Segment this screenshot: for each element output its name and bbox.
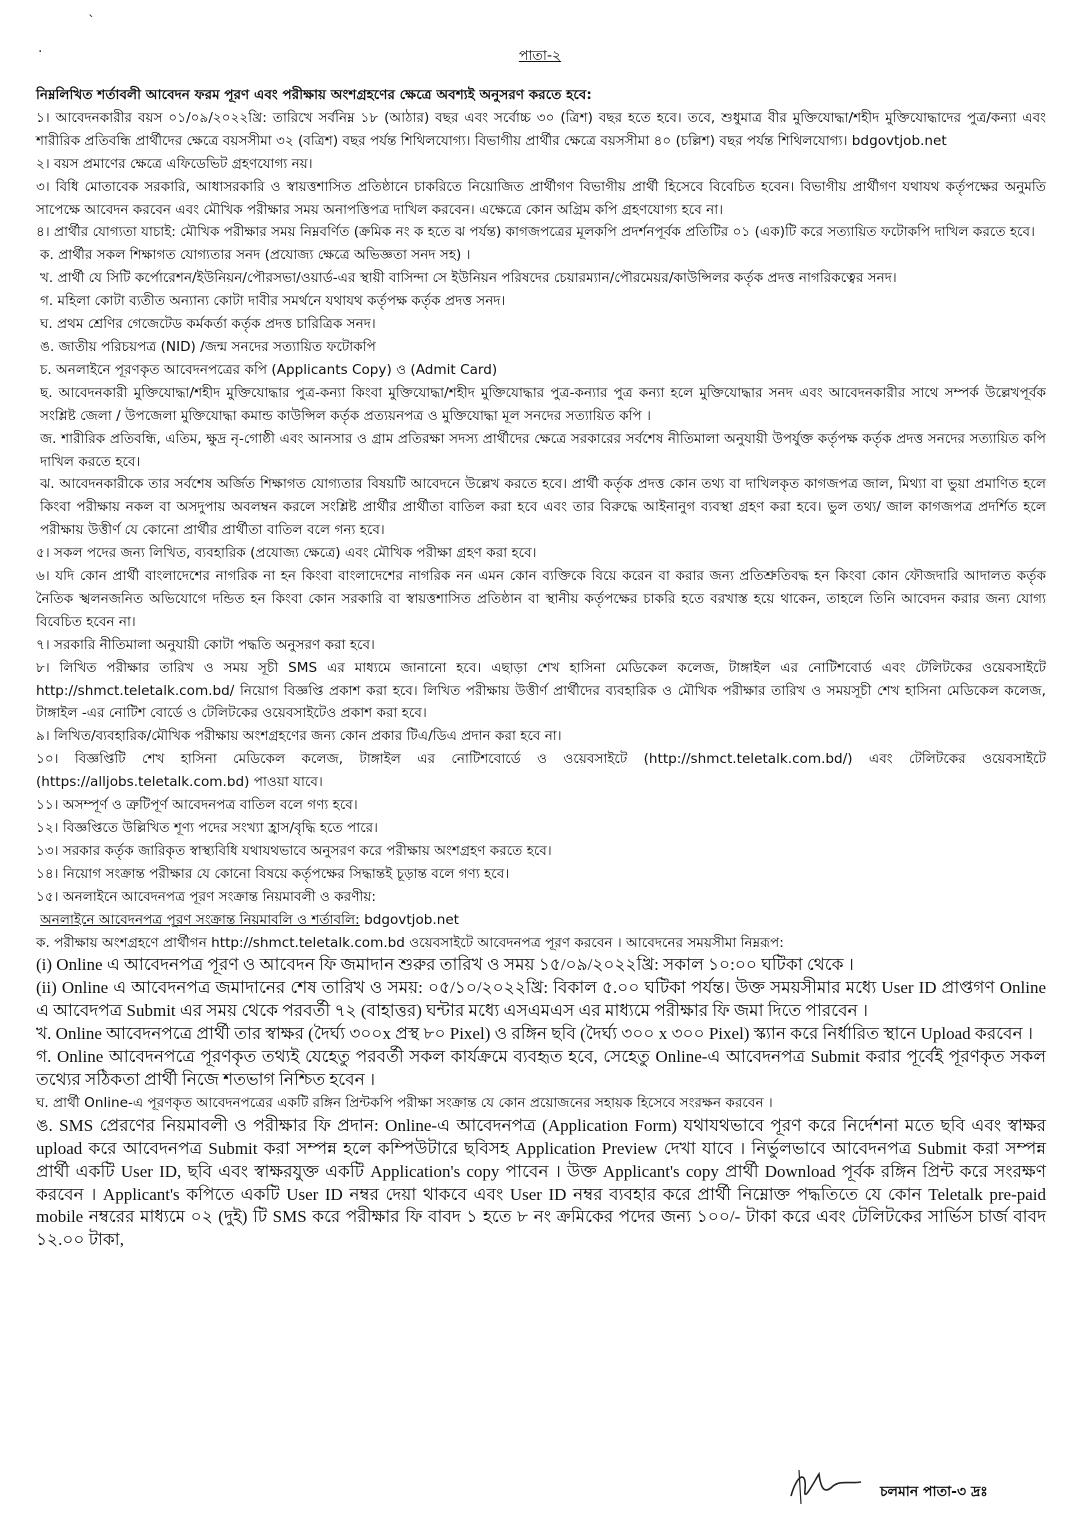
online-rules-heading: অনলাইনে আবেদনপত্র পূরণ সংক্রান্ত নিয়মাবলি ও শর্তাবলি: bbox=[40, 911, 360, 928]
clause-7: ৭। সরকারি নীতিমালা অনুযায়ী কোটা পদ্ধতি অনুসরণ করা হবে। bbox=[36, 636, 375, 653]
clause-5: ৫। সকল পদের জন্য লিখিত, ব্যবহারিক (প্রযোজ্য ক্ষেত্রে) এবং মৌখিক পরীক্ষা গ্রহণ করা হবে। bbox=[36, 545, 537, 562]
clause-4: ৪। প্রার্থীর যোগ্যতা যাচাই: মৌখিক পরীক্ষার সময় নিম্নবর্ণিত (ক্রমিক নং ক হতে ঝ পর্যন্ত) কাগজপত্রের মূলকপি প্রদর্শনপূর্বক প্রতিটির ০১ (এক)টি করে সত্যায়িত ফটোকপি দাখিল করতে হবে। bbox=[36, 224, 1035, 241]
page-number: পাতা-২ bbox=[518, 48, 562, 64]
sub-clause-kha: খ. প্রার্থী যে সিটি কর্পোরেশন/ইউনিয়ন/পৌরসভা/ওয়ার্ড-এর স্থায়ী বাসিন্দা সে ইউনিয়ন পরিষদের চেয়ারম্যান/পৌরমেয়র/কাউন্সিলর কর্তৃক প্রদত্ত নাগরিকত্বের সনদ। bbox=[40, 270, 897, 287]
clause-6: ৬। যদি কোন প্রার্থী বাংলাদেশের নাগরিক না হন কিংবা বাংলাদেশের নাগরিক নন এমন কোন ব্যক্তিকে বিয়ে করেন বা করার জন্য প্রতিশ্রুতিবদ্ধ হন কিংবা কোন ফৌজদারি আদালত কর্তৃক নৈতিক স্খলনজনিত অভিযোগে দন্ডিত হন কিংবা কোন সরকারি বা স্বায়ত্তশাসিত প্রতিষ্ঠান বা স্থানীয় কর্তৃপক্ষের চাকরি হতে বরখাস্ত হয়ে থাকেন, তাহলে তিনি আবেদন করার জন্য যোগ্য বিবেচিত হবেন না। bbox=[36, 568, 1046, 630]
sub-clause-cha: চ. অনলাইনে পূরণকৃত আবেদনপত্রের কপি (Applicants Copy) ও (Admit Card) bbox=[40, 361, 498, 378]
watermark-text: bdgovtjob.net bbox=[359, 911, 460, 928]
online-rule-start-time: (i) Online এ আবেদনপত্র পূরণ ও আবেদন ফি জমাদান শুরুর তারিখ ও সময় ১৫/০৯/২০২২খ্রি: সকাল ১০:০০ ঘটিকা থেকে । bbox=[36, 955, 854, 975]
online-rules-heading-line bbox=[36, 909, 1046, 932]
online-rule-end-time: (ii) Online এ আবেদনপত্র জমাদানের শেষ তারিখ ও সময়: ০৫/১০/২০২২খ্রি: বিকাল ৫.০০ ঘটিকা পর্যন্ত। উক্ত সময়সীমার মধ্যে User ID প্রাপ্তগণ Online এ আবেদপত্র Submit এর সময় থেকে পরবর্তী ৭২ (বাহাত্তর) ঘন্টার মধ্যে এসএমএস এর মাধ্যমে পরীক্ষার ফি জমা দিতে পারবেন । bbox=[36, 978, 1046, 1021]
clause-8: ৮। লিখিত পরীক্ষার তারিখ ও সময় সূচী SMS এর মাধ্যমে জানানো হবে। এছাড়া শেখ হাসিনা মেডিকেল কলেজ, টাঙ্গাইল এর নোটিশবোর্ড এবং টেলিটকের ওয়েবসাইটে http://shmct.teletalk.com.bd/ নিয়োগ বিজ্ঞপ্তি প্রকাশ করা হবে। লিখিত পরীক্ষায় উত্তীর্ণ প্রার্থীদের ব্যবহারিক ও মৌখিক পরীক্ষার তারিখ ও সময়সূচী শেখ হাসিনা মেডিকেল কলেজ, টাঙ্গাইল -এর নোটিশ বোর্ডে ও টেলিটকের ওয়েবসাইটেও প্রকাশ করা হবে। bbox=[36, 659, 1046, 722]
sub-clause-ja: জ. শারীরিক প্রতিবন্ধি, এতিম, ক্ষুদ্র নৃ-গোষ্ঠী এবং আনসার ও গ্রাম প্রতিরক্ষা সদস্য প্রার্থীদের ক্ষেত্রে সরকারের সর্বশেষ নীতিমালা অনুযায়ী উপর্যুক্ত কর্তৃপক্ষ কর্তৃক প্রদত্ত সনদের সত্যায়িত কপি দাখিল করতে হবে। bbox=[40, 430, 1046, 470]
online-rule-gha: ঘ. প্রার্থী Online-এ পূরণকৃত আবেদনপত্রের একটি রঙ্গিন প্রিন্টকপি পরীক্ষা সংক্রান্ত যে কোন প্রয়োজনের সহায়ক হিসেবে সংরক্ষন করবেন । bbox=[36, 1094, 773, 1111]
clause-11: ১১। অসম্পূর্ণ ও ত্রুটিপূর্ণ আবেদনপত্র বাতিল বলে গণ্য হবে। bbox=[36, 797, 358, 814]
online-rule-umo: ঙ. SMS প্রেরণের নিয়মাবলী ও পরীক্ষার ফি প্রদান: Online-এ আবেদনপত্র (Application Form) যথাযথভাবে পূরণ করে নির্দেশনা মতে ছবি এবং স্বাক্ষর upload করে আবেদনপত্র Submit করা সম্পন্ন হলে কম্পিউটারে ছবিসহ Application Preview দেখা যাবে । নির্ভুলভাবে আবেদনপত্র Submit করা সম্পন্ন প্রার্থী একটি User ID, ছবি এবং স্বাক্ষরযুক্ত একটি Application's copy পাবেন । উক্ত Applicant's copy প্রার্থী Download পূর্বক রঙ্গিন প্রিন্ট করে সংরক্ষণ করবেন । Applicant's কপিতে একটি User ID নম্বর দেয়া থাকবে এবং User ID নম্বর ব্যবহার করে প্রার্থী নিম্নোক্ত পদ্ধতিতে যে কোন Teletalk pre-paid mobile নম্বরের মাধ্যমে ০২ (দুই) টি SMS করে পরীক্ষার ফি বাবদ ১ হতে ৮ নং ক্রমিকের পদের জন্য ১০০/- টাকা করে এবং টেলিটকের সার্ভিস চার্জ বাবদ ১২.০০ টাকা, bbox=[36, 1115, 1046, 1250]
clause-1: ১। আবেদনকারীর বয়স ০১/০৯/২০২২খ্রি: তারিখে সর্বনিম্ন ১৮ (আঠার) বছর এবং সর্বোচ্চ ৩০ (ত্রিশ) বছর হতে হবে। তবে, শুধুমাত্র বীর মুক্তিযোদ্ধা/শহীদ মুক্তিযোদ্ধাদের পুত্র/কন্যা এবং শারীরিক প্রতিবন্ধি প্রার্থীদের ক্ষেত্রে বয়সসীমা ৩২ (বত্রিশ) বছর পর্যন্ত শিথিলযোগ্য। বিভাগীয় প্রার্থীর ক্ষেত্রে বয়সসীমা ৪০ (চল্লিশ) বছর পর্যন্ত শিথিলযোগ্য। bdgovtjob.net bbox=[36, 109, 1046, 149]
clause-13: ১৩। সরকার কর্তৃক জারিকৃত স্বাস্থ্যবিধি যথাযথভাবে অনুসরণ করে পরীক্ষায় অংশগ্রহণ করতে হবে। bbox=[36, 842, 552, 859]
intro-text: নিম্নলিখিত শর্তাবলী আবেদন ফরম পূরণ এবং পরীক্ষায় অংশগ্রহণের ক্ষেত্রে অবশ্যই অনুসরণ করতে হবে: bbox=[36, 87, 592, 103]
clause-3: ৩। বিধি মোতাবেক সরকারি, আধাসরকারি ও স্বায়ত্তশাসিত প্রতিষ্ঠানে চাকরিতে নিয়োজিত প্রার্থীগণ বিভাগীয় প্রার্থী হিসেবে বিবেচিত হবেন। বিভাগীয় প্রার্থীগণ যথাযথ কর্তৃপক্ষের অনুমতি সাপেক্ষে আবেদন করবেন এবং মৌখিক পরীক্ষার সময় অনাপত্তিপত্র দাখিল করবেন। এক্ষেত্রে কোন অগ্রিম কপি গ্রহণযোগ্য হবে না। bbox=[36, 178, 1046, 218]
sub-clause-ka: ক. প্রার্থীর সকল শিক্ষাগত যোগ্যতার সনদ (প্রযোজ্য ক্ষেত্রে অভিজ্ঞতা সনদ সহ) । bbox=[40, 247, 471, 264]
sub-clause-gha: ঘ. প্রথম শ্রেণির গেজেটেড কর্মকর্তা কর্তৃক প্রদত্ত চারিত্রিক সনদ। bbox=[40, 316, 376, 333]
clause-15: ১৫। অনলাইনে আবেদনপত্র পূরণ সংক্রান্ত নিয়মাবলী ও করণীয়: bbox=[36, 888, 376, 905]
clause-14: ১৪। নিয়োগ সংক্রান্ত পরীক্ষার যে কোনো বিষয়ে কর্তৃপক্ষের সিদ্ধান্তই চূড়ান্ত বলে গণ্য হবে। bbox=[36, 865, 510, 882]
clause-10: ১০। বিজ্ঞপ্তিটি শেখ হাসিনা মেডিকেল কলেজ, টাঙ্গাইল এর নোটিশবোর্ডে ও ওয়েবসাইটে (http://shmct.teletalk.com.bd/) এবং টেলিটকের ওয়েবসাইটে (https://alljobs.teletalk.com.bd) পাওয়া যাবে। bbox=[36, 751, 1046, 791]
sub-clause-umo: ঙ. জাতীয় পরিচয়পত্র (NID) /জন্ম সনদের সত্যায়িত ফটোকপি bbox=[40, 338, 376, 355]
clause-2: ২। বয়স প্রমাণের ক্ষেত্রে এফিডেভিট গ্রহণযোগ্য নয়। bbox=[36, 155, 313, 172]
online-rule-ga: গ. Online আবেদনপত্রে পূরণকৃত তথ্যই যেহেতু পরবর্তী সকল কার্যক্রমে ব্যবহৃত হবে, সেহেতু Online-এ আবেদনপত্র Submit করার পূর্বেই পূরণকৃত সকল তথ্যের সঠিকতা প্রার্থী নিজে শতভাগ নিশ্চিত হবেন । bbox=[36, 1047, 1046, 1089]
continue-note: চলমান পাতা-৩ দ্রঃ bbox=[880, 1484, 988, 1500]
online-rule-kha: খ. Online আবেদনপত্রে প্রার্থী তার স্বাক্ষর (দৈর্ঘ্য ৩০০x প্রস্থ ৮০ Pixel) ও রঙ্গিন ছবি (দৈর্ঘ্য ৩০০ x ৩০০ Pixel) স্ক্যান করে নির্ধারিত স্থানে Upload করবেন । bbox=[36, 1024, 1033, 1044]
scan-dot: . bbox=[38, 40, 43, 56]
online-rule-ka: ক. পরীক্ষায় অংশগ্রহণে প্রার্থীগন http://shmct.teletalk.com.bd ওয়েবসাইটে আবেদনপত্র পূরণ করবেন । আবেদনের সময়সীমা নিম্নরূপ: bbox=[36, 934, 784, 951]
scan-mark: ` bbox=[88, 14, 95, 30]
signature-icon bbox=[785, 1460, 865, 1510]
document-body bbox=[36, 84, 1046, 1252]
clause-12: ১২। বিজ্ঞপ্তিতে উল্লিখিত শূণ্য পদের সংখ্যা হ্রাস/বৃদ্ধি হতে পারে। bbox=[36, 820, 379, 836]
sub-clause-ga: গ. মহিলা কোটা ব্যতীত অন্যান্য কোটা দাবীর সমর্থনে যথাযথ কর্তৃপক্ষ কর্তৃক প্রদত্ত সনদ। bbox=[40, 293, 506, 310]
sub-clause-chha: ছ. আবেদনকারী মুক্তিযোদ্ধা/শহীদ মুক্তিযোদ্ধার পুত্র-কন্যা কিংবা মুক্তিযোদ্ধা/শহীদ মুক্তিযোদ্ধার পুত্র-কন্যার পুত্র কন্যা হলে মুক্তিযোদ্ধার সনদ এবং আবেদনকারীর সাথে সম্পর্ক উল্লেখপূর্বক সংশ্লিষ্ট জেলা / উপজেলা মুক্তিযোদ্ধা কমান্ড কাউন্সিল কর্তৃক প্রত্যয়নপত্র ও মুক্তিযোদ্ধা মূল সনদের সত্যায়িত কপি । bbox=[40, 384, 1046, 424]
sub-clause-jha: ঝ. আবেদনকারীকে তার সর্বশেষ অর্জিত শিক্ষাগত যোগ্যতার বিষয়টি আবেদনে উল্লেখ করতে হবে। প্রার্থী কর্তৃক প্রদত্ত কোন তথ্য বা দাখিলকৃত কাগজপত্র জাল, মিথ্যা বা ভুয়া প্রমাণিত হলে কিংবা পরীক্ষায় নকল বা অসদুপায় অবলম্বন করলে সংশ্লিষ্ট প্রার্থীর প্রার্থীতা বাতিল করা হবে এবং তার বিরুদ্ধে আইনানুগ ব্যবস্থা গ্রহণ করা হবে। ভুল তথ্য/ জাল কাগজপত্র প্রদর্শিত হলে পরীক্ষায় উত্তীর্ণ যে কোনো প্রার্থীর প্রার্থীতা বাতিল বলে গন্য হবে। bbox=[40, 476, 1046, 539]
clause-9: ৯। লিখিত/ব্যবহারিক/মৌখিক পরীক্ষায় অংশগ্রহণের জন্য কোন প্রকার টিএ/ডিএ প্রদান করা হবে না। bbox=[36, 728, 562, 745]
